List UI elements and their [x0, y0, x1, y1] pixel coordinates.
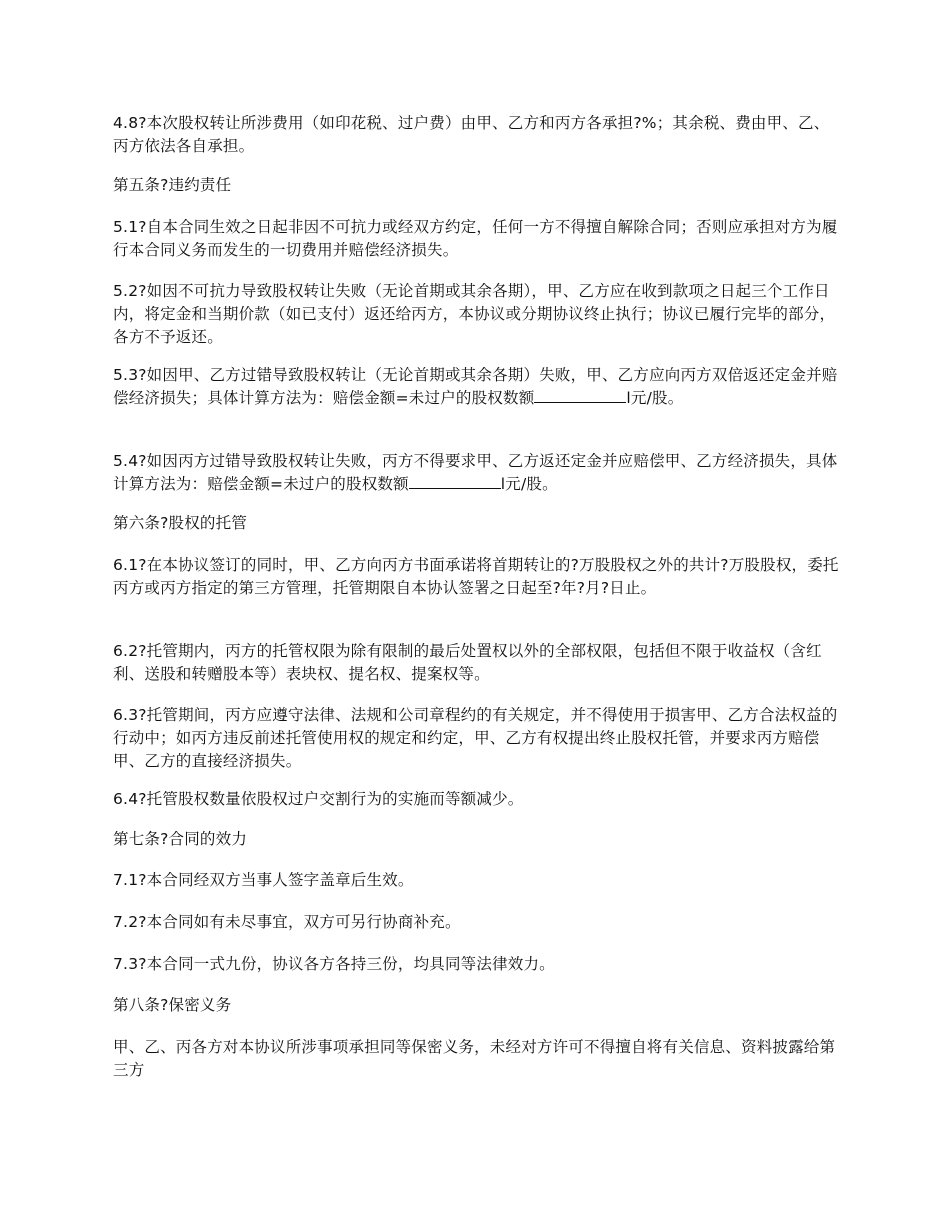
clause-5-4-text: 5.4?如因丙方过错导致股权转让失败，丙方不得要求甲、乙方返还定金并应赔偿甲、乙方经济损失，具体计算方法为：赔偿金额=未过户的股权数额 [113, 452, 838, 493]
article-6-heading: 第六条?股权的托管 [113, 514, 248, 532]
clause-6-1: 6.1?在本协议签订的同时，甲、乙方向丙方书面承诺将首期转让的?万股股权之外的共计?万股股权，委托丙方或丙方指定的第三方管理，托管期限自本协认签署之日起至?年?月?日止。 [113, 556, 839, 597]
clause-5-3-unit: l元/股。 [626, 389, 684, 407]
clause-6-3: 6.3?托管期间，丙方应遵守法律、法规和公司章程约的有关规定，并不得使用于损害甲、乙方合法权益的行动中；如丙方违反前述托管使用权的规定和约定，甲、乙方有权提出终止股权托管，并要求丙方赔偿甲、乙方的直接经济损失。 [113, 706, 838, 770]
clause-4-8: 4.8?本次股权转让所涉费用（如印花税、过户费）由甲、乙方和丙方各承担?%；其余税、费由甲、乙、丙方依法各自承担。 [113, 114, 830, 155]
clause-5-3-text: 5.3?如因甲、乙方过错导致股权转让（无论首期或其余各期）失败，甲、乙方应向丙方双倍返还定金并赔偿经济损失；具体计算方法为：赔偿金额=未过户的股权数额 [113, 366, 838, 407]
article-8-heading: 第八条?保密义务 [113, 996, 232, 1014]
clause-7-3: 7.3?本合同一式九份，协议各方各持三份，均具同等法律效力。 [113, 955, 555, 973]
clause-7-2: 7.2?本合同如有未尽事宜，双方可另行协商补充。 [113, 913, 461, 931]
clause-5-2: 5.2?如因不可抗力导致股权转让失败（无论首期或其余各期），甲、乙方应在收到款项之日起三个工作日内，将定金和当期价款（如已支付）返还给丙方，本协议或分期协议终止执行；协议已履行完毕的部分，各方不予返还。 [113, 282, 836, 346]
clause-5-3-blank-line [534, 387, 626, 403]
article-7-heading: 第七条?合同的效力 [113, 830, 248, 848]
clause-6-2: 6.2?托管期内，丙方的托管权限为除有限制的最后处置权以外的全部权限，包括但不限于收益权（含红利、送股和转赠股本等）表块权、提名权、提案权等。 [113, 642, 822, 683]
article-8-body: 甲、乙、丙各方对本协议所涉事项承担同等保密义务，未经对方许可不得擅自将有关信息、资料披露给第三方 [113, 1038, 836, 1079]
clause-5-4-unit: l元/股。 [500, 475, 558, 493]
article-5-heading: 第五条?违约责任 [113, 176, 232, 194]
clause-6-4: 6.4?托管股权数量依股权过户交割行为的实施而等额减少。 [113, 790, 524, 808]
clause-5-4 [113, 450, 843, 496]
clause-5-3 [113, 364, 843, 410]
clause-5-4-blank-line [409, 473, 501, 489]
clause-7-1: 7.1?本合同经双方当事人签字盖章后生效。 [113, 871, 414, 889]
clause-5-1: 5.1?自本合同生效之日起非因不可抗力或经双方约定，任何一方不得擅自解除合同；否则应承担对方为履行本合同义务而发生的一切费用并赔偿经济损失。 [113, 218, 838, 259]
